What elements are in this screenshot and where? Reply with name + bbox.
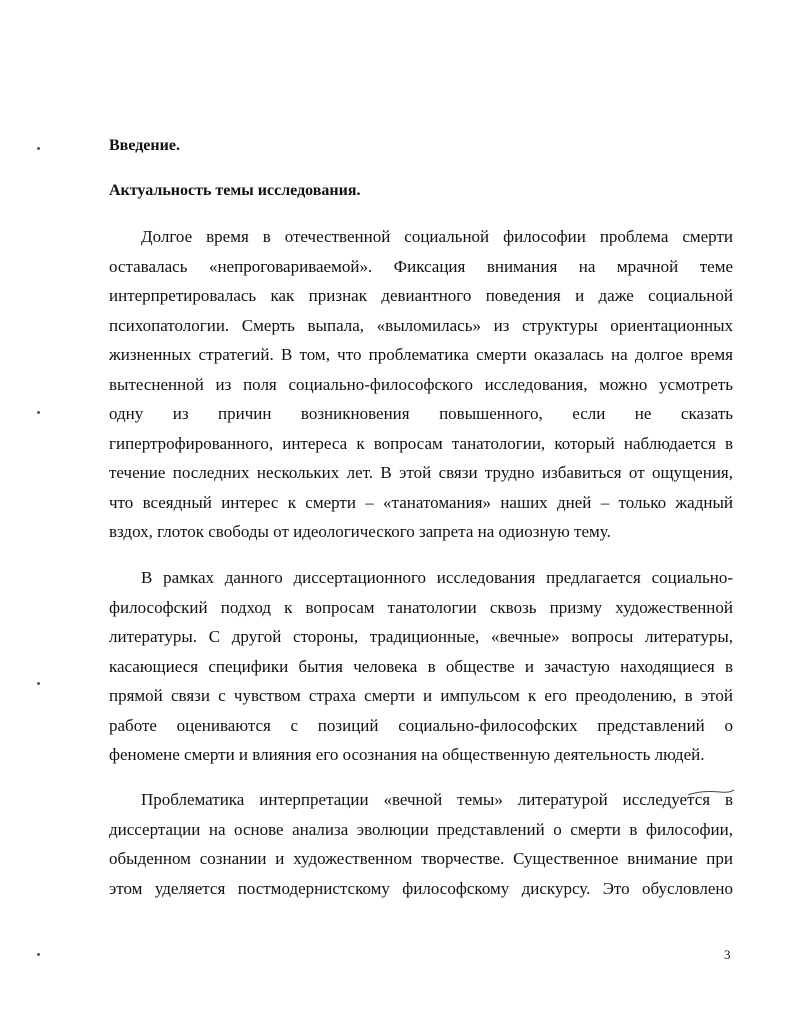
text-line: вытесненной из поля социально-философского исследования, можно усмотреть	[109, 374, 733, 394]
text-line: касающиеся специфики бытия человека в обществе и зачастую находящиеся в	[109, 656, 733, 676]
text-line: психопатологии. Смерть выпала, «выломилась» из структуры ориентационных	[109, 315, 733, 335]
text-line: этом уделяется постмодернистскому философскому дискурсу. Это обусловлено	[109, 878, 733, 898]
text-line: оставалась «непроговариваемой». Фиксация внимания на мрачной теме	[109, 256, 733, 276]
text-line: диссертации на основе анализа эволюции представлений о смерти в философии,	[109, 819, 733, 839]
page-number: 3	[724, 947, 731, 962]
margin-dot	[37, 682, 40, 685]
text-line: вздох, глоток свободы от идеологического запрета на одиозную тему.	[109, 522, 611, 541]
text-line: что всеядный интерес к смерти – «танатомания» наших дней – только жадный	[109, 492, 733, 512]
paragraph-3	[109, 785, 733, 903]
text-line: прямой связи с чувством страха смерти и импульсом к его преодолению, в этой	[109, 686, 733, 705]
text-line: Проблематика интерпретации «вечной темы» литературой исследуется в	[141, 790, 733, 809]
text-line: философский подход к вопросам танатологии сквозь призму художественной	[109, 597, 733, 617]
text-line: течение последних нескольких лет. В этой связи трудно избавиться от ощущения,	[109, 463, 733, 482]
text-line: феномене смерти и влияния его осознания на общественную деятельность людей.	[109, 745, 705, 764]
text-line: работе оцениваются с позиций социально-философских представлений о	[109, 715, 733, 735]
text-line: гипертрофированного, интереса к вопросам танатологии, который наблюдается в	[109, 433, 733, 453]
text-line: В рамках данного диссертационного исследования предлагается социально-	[141, 568, 733, 587]
margin-dot	[37, 953, 40, 956]
paragraph-1	[109, 222, 733, 547]
text-line: литературы. С другой стороны, традиционные, «вечные» вопросы литературы,	[109, 627, 733, 646]
section-heading-relevance: Актуальность темы исследования.	[109, 182, 361, 199]
section-heading-introduction: Введение.	[109, 137, 180, 154]
text-line: обыденном сознании и художественном творчестве. Существенное внимание при	[109, 849, 733, 868]
text-line: интерпретировалась как признак девиантного поведения и даже социальной	[109, 286, 733, 305]
pen-mark-icon	[686, 788, 736, 798]
paragraph-2	[109, 563, 733, 770]
text-line: Долгое время в отечественной социальной философии проблема смерти	[141, 227, 733, 246]
margin-dot	[37, 411, 40, 414]
margin-dot	[37, 147, 40, 150]
text-line: одну из причин возникновения повышенного, если не сказать	[109, 404, 733, 423]
text-line: жизненных стратегий. В том, что проблематика смерти оказалась на долгое время	[109, 345, 733, 364]
